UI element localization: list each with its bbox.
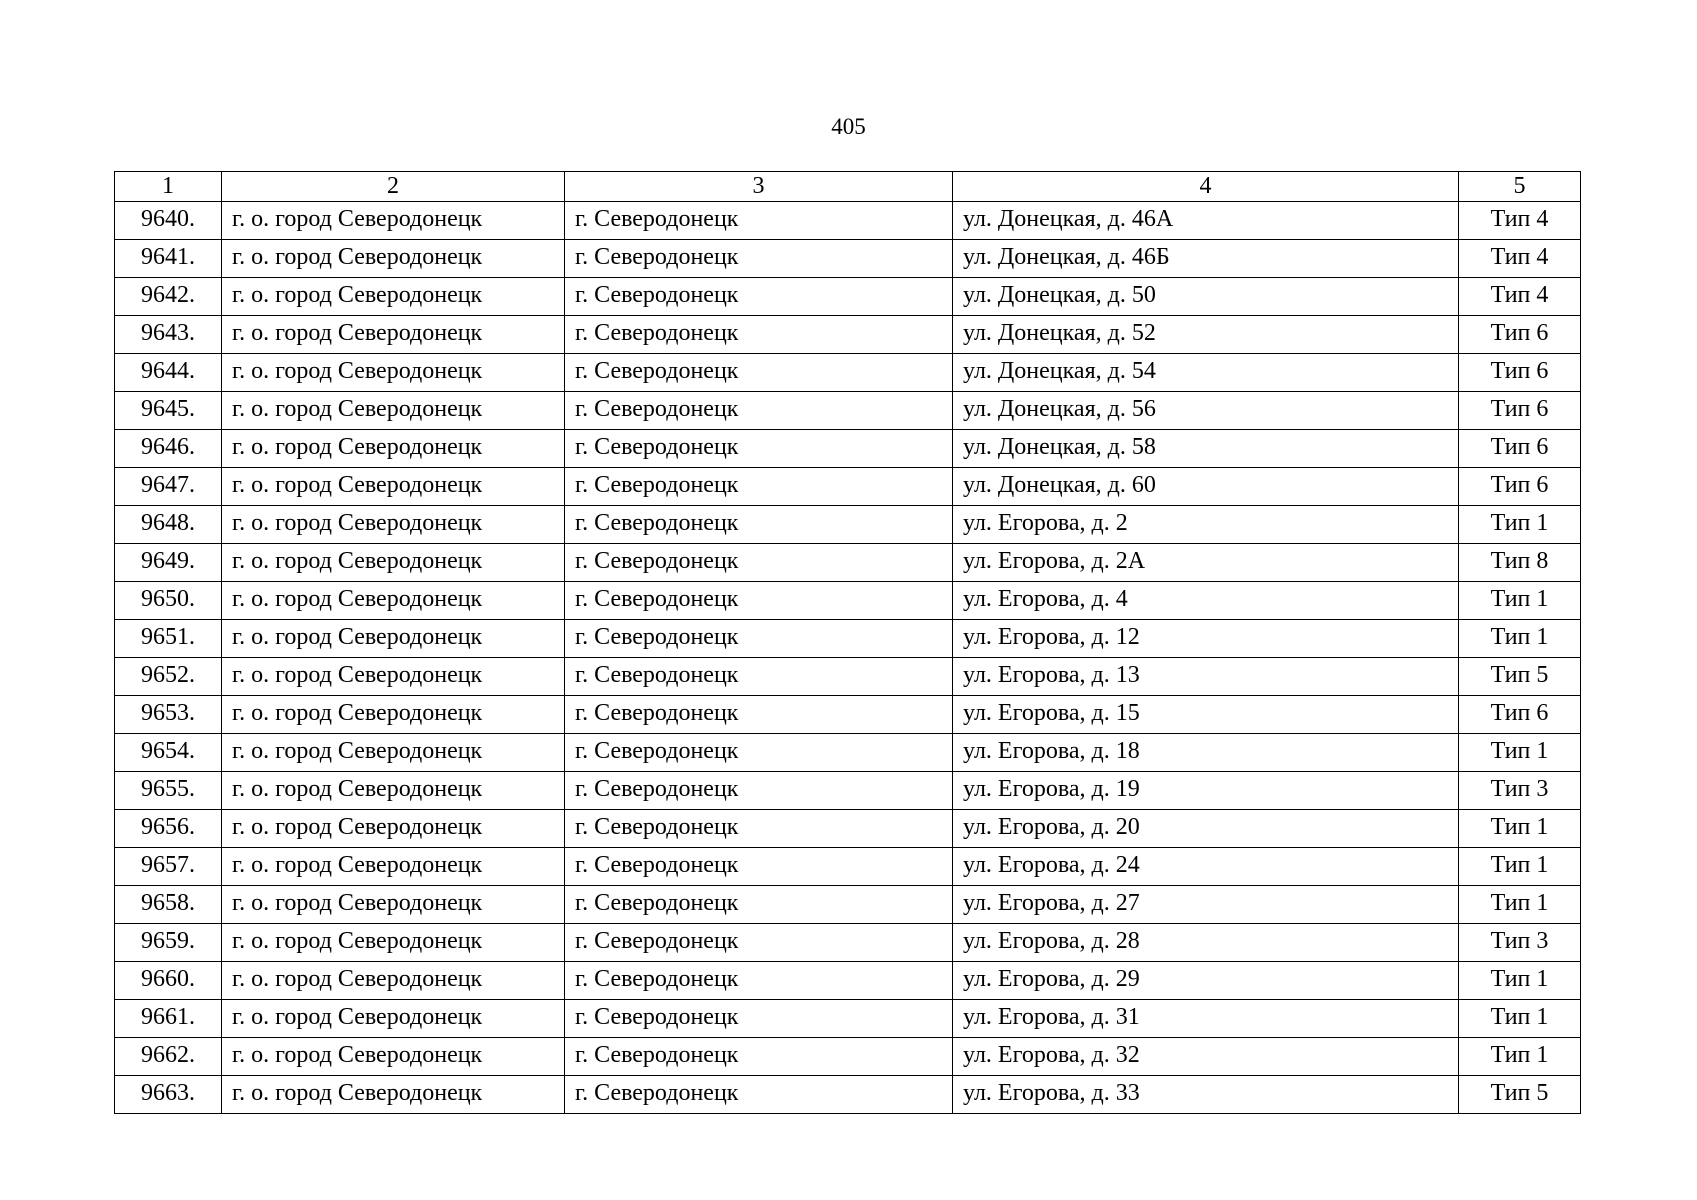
city-cell: г. Северодонецк	[565, 1000, 953, 1038]
address-cell: ул. Донецкая, д. 58	[953, 430, 1459, 468]
district-cell: г. о. город Северодонецк	[222, 696, 565, 734]
city-cell: г. Северодонецк	[565, 620, 953, 658]
table-row	[115, 924, 1581, 962]
city-cell: г. Северодонецк	[565, 316, 953, 354]
header-col-3: 3	[565, 172, 953, 202]
city-cell: г. Северодонецк	[565, 240, 953, 278]
row-number: 9657.	[115, 848, 222, 886]
row-number: 9645.	[115, 392, 222, 430]
address-cell: ул. Егорова, д. 33	[953, 1076, 1459, 1114]
city-cell: г. Северодонецк	[565, 696, 953, 734]
table-row	[115, 468, 1581, 506]
table-body	[115, 202, 1581, 1114]
row-number: 9659.	[115, 924, 222, 962]
city-cell: г. Северодонецк	[565, 924, 953, 962]
city-cell: г. Северодонецк	[565, 582, 953, 620]
address-cell: ул. Донецкая, д. 50	[953, 278, 1459, 316]
district-cell: г. о. город Северодонецк	[222, 544, 565, 582]
table-row	[115, 544, 1581, 582]
district-cell: г. о. город Северодонецк	[222, 620, 565, 658]
row-number: 9647.	[115, 468, 222, 506]
table-row	[115, 886, 1581, 924]
city-cell: г. Северодонецк	[565, 544, 953, 582]
city-cell: г. Северодонецк	[565, 658, 953, 696]
district-cell: г. о. город Северодонецк	[222, 392, 565, 430]
district-cell: г. о. город Северодонецк	[222, 354, 565, 392]
table-row	[115, 658, 1581, 696]
address-cell: ул. Егорова, д. 27	[953, 886, 1459, 924]
type-cell: Тип 5	[1459, 1076, 1581, 1114]
row-number: 9651.	[115, 620, 222, 658]
table-row	[115, 962, 1581, 1000]
row-number: 9661.	[115, 1000, 222, 1038]
row-number: 9649.	[115, 544, 222, 582]
type-cell: Тип 1	[1459, 582, 1581, 620]
city-cell: г. Северодонецк	[565, 886, 953, 924]
address-cell: ул. Егорова, д. 4	[953, 582, 1459, 620]
district-cell: г. о. город Северодонецк	[222, 202, 565, 240]
district-cell: г. о. город Северодонецк	[222, 278, 565, 316]
city-cell: г. Северодонецк	[565, 430, 953, 468]
type-cell: Тип 1	[1459, 1038, 1581, 1076]
table-row	[115, 696, 1581, 734]
district-cell: г. о. город Северодонецк	[222, 316, 565, 354]
type-cell: Тип 6	[1459, 316, 1581, 354]
row-number: 9656.	[115, 810, 222, 848]
district-cell: г. о. город Северодонецк	[222, 734, 565, 772]
address-cell: ул. Егорова, д. 12	[953, 620, 1459, 658]
type-cell: Тип 1	[1459, 734, 1581, 772]
table-row	[115, 1000, 1581, 1038]
row-number: 9660.	[115, 962, 222, 1000]
table-row	[115, 620, 1581, 658]
type-cell: Тип 1	[1459, 620, 1581, 658]
row-number: 9654.	[115, 734, 222, 772]
district-cell: г. о. город Северодонецк	[222, 810, 565, 848]
type-cell: Тип 8	[1459, 544, 1581, 582]
district-cell: г. о. город Северодонецк	[222, 962, 565, 1000]
address-cell: ул. Егорова, д. 2А	[953, 544, 1459, 582]
city-cell: г. Северодонецк	[565, 962, 953, 1000]
city-cell: г. Северодонецк	[565, 734, 953, 772]
type-cell: Тип 6	[1459, 430, 1581, 468]
address-cell: ул. Егорова, д. 20	[953, 810, 1459, 848]
city-cell: г. Северодонецк	[565, 392, 953, 430]
table-row	[115, 506, 1581, 544]
row-number: 9646.	[115, 430, 222, 468]
address-cell: ул. Донецкая, д. 46Б	[953, 240, 1459, 278]
district-cell: г. о. город Северодонецк	[222, 848, 565, 886]
table-row	[115, 354, 1581, 392]
address-cell: ул. Егорова, д. 19	[953, 772, 1459, 810]
table-row	[115, 848, 1581, 886]
row-number: 9655.	[115, 772, 222, 810]
type-cell: Тип 4	[1459, 202, 1581, 240]
city-cell: г. Северодонецк	[565, 468, 953, 506]
address-cell: ул. Егорова, д. 2	[953, 506, 1459, 544]
city-cell: г. Северодонецк	[565, 1038, 953, 1076]
table-header	[115, 172, 1581, 202]
header-row	[115, 172, 1581, 202]
address-cell: ул. Егорова, д. 24	[953, 848, 1459, 886]
table-row	[115, 202, 1581, 240]
type-cell: Тип 1	[1459, 506, 1581, 544]
address-cell: ул. Егорова, д. 31	[953, 1000, 1459, 1038]
address-cell: ул. Егорова, д. 29	[953, 962, 1459, 1000]
table-row	[115, 1038, 1581, 1076]
city-cell: г. Северодонецк	[565, 810, 953, 848]
district-cell: г. о. город Северодонецк	[222, 582, 565, 620]
row-number: 9648.	[115, 506, 222, 544]
address-cell: ул. Донецкая, д. 56	[953, 392, 1459, 430]
header-col-5: 5	[1459, 172, 1581, 202]
type-cell: Тип 3	[1459, 772, 1581, 810]
district-cell: г. о. город Северодонецк	[222, 430, 565, 468]
type-cell: Тип 5	[1459, 658, 1581, 696]
type-cell: Тип 6	[1459, 696, 1581, 734]
address-table	[114, 171, 1581, 1114]
city-cell: г. Северодонецк	[565, 354, 953, 392]
row-number: 9650.	[115, 582, 222, 620]
city-cell: г. Северодонецк	[565, 506, 953, 544]
type-cell: Тип 1	[1459, 848, 1581, 886]
table-row	[115, 1076, 1581, 1114]
address-cell: ул. Егорова, д. 32	[953, 1038, 1459, 1076]
type-cell: Тип 1	[1459, 810, 1581, 848]
type-cell: Тип 6	[1459, 354, 1581, 392]
row-number: 9658.	[115, 886, 222, 924]
header-col-2: 2	[222, 172, 565, 202]
address-cell: ул. Егорова, д. 13	[953, 658, 1459, 696]
district-cell: г. о. город Северодонецк	[222, 240, 565, 278]
type-cell: Тип 4	[1459, 278, 1581, 316]
table-row	[115, 316, 1581, 354]
address-cell: ул. Егорова, д. 18	[953, 734, 1459, 772]
address-cell: ул. Донецкая, д. 60	[953, 468, 1459, 506]
row-number: 9644.	[115, 354, 222, 392]
table-row	[115, 278, 1581, 316]
type-cell: Тип 1	[1459, 962, 1581, 1000]
table-row	[115, 734, 1581, 772]
row-number: 9640.	[115, 202, 222, 240]
header-col-1: 1	[115, 172, 222, 202]
district-cell: г. о. город Северодонецк	[222, 886, 565, 924]
district-cell: г. о. город Северодонецк	[222, 506, 565, 544]
address-cell: ул. Егорова, д. 15	[953, 696, 1459, 734]
table-row	[115, 392, 1581, 430]
district-cell: г. о. город Северодонецк	[222, 924, 565, 962]
district-cell: г. о. город Северодонецк	[222, 1076, 565, 1114]
city-cell: г. Северодонецк	[565, 772, 953, 810]
table-row	[115, 772, 1581, 810]
row-number: 9652.	[115, 658, 222, 696]
city-cell: г. Северодонецк	[565, 848, 953, 886]
table-row	[115, 430, 1581, 468]
row-number: 9643.	[115, 316, 222, 354]
district-cell: г. о. город Северодонецк	[222, 1038, 565, 1076]
district-cell: г. о. город Северодонецк	[222, 1000, 565, 1038]
row-number: 9642.	[115, 278, 222, 316]
type-cell: Тип 1	[1459, 886, 1581, 924]
type-cell: Тип 6	[1459, 392, 1581, 430]
city-cell: г. Северодонецк	[565, 202, 953, 240]
page-number: 405	[831, 114, 866, 139]
table-row	[115, 810, 1581, 848]
city-cell: г. Северодонецк	[565, 1076, 953, 1114]
address-cell: ул. Донецкая, д. 52	[953, 316, 1459, 354]
row-number: 9641.	[115, 240, 222, 278]
header-col-4: 4	[953, 172, 1459, 202]
district-cell: г. о. город Северодонецк	[222, 468, 565, 506]
district-cell: г. о. город Северодонецк	[222, 658, 565, 696]
address-cell: ул. Донецкая, д. 46А	[953, 202, 1459, 240]
row-number: 9663.	[115, 1076, 222, 1114]
table-row	[115, 240, 1581, 278]
city-cell: г. Северодонецк	[565, 278, 953, 316]
table-row	[115, 582, 1581, 620]
type-cell: Тип 4	[1459, 240, 1581, 278]
district-cell: г. о. город Северодонецк	[222, 772, 565, 810]
type-cell: Тип 3	[1459, 924, 1581, 962]
row-number: 9653.	[115, 696, 222, 734]
type-cell: Тип 1	[1459, 1000, 1581, 1038]
row-number: 9662.	[115, 1038, 222, 1076]
type-cell: Тип 6	[1459, 468, 1581, 506]
address-cell: ул. Егорова, д. 28	[953, 924, 1459, 962]
address-cell: ул. Донецкая, д. 54	[953, 354, 1459, 392]
